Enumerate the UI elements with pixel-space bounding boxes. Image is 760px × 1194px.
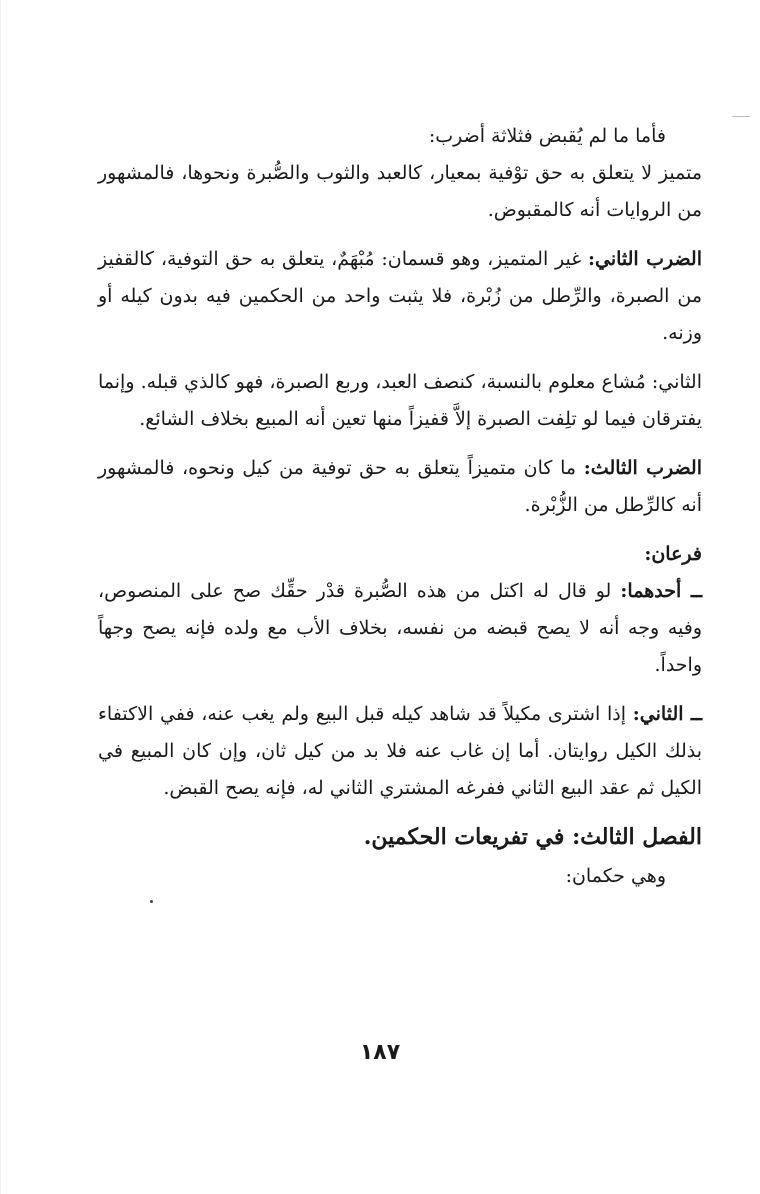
intro-line: فأما ما لم يُقبض فثلاثة أضرب:: [428, 125, 666, 147]
paragraph-branch-one: [98, 573, 702, 684]
page-body: [98, 118, 702, 895]
paragraph-second-type: [98, 241, 702, 352]
branch-one-dash: ــ: [681, 580, 703, 602]
paragraph-first-type: متميز لا يتعلق به حق توْفية بمعيار، كالعبد والثوب والصُّبرة ونحوها، فالمشهور من الروايات أنه كالمقبوض.: [98, 162, 702, 221]
stray-dot: [150, 900, 153, 903]
second-type-text: غير المتميز، وهو قسمان: مُبْهَمٌ، يتعلق به حق التوفية، كالقفيز من الصبرة، والرِّطل من زُبْرة، فلا يثبت واحد من الحكمين فيه بدون كيله أو وزنه.: [98, 248, 702, 344]
paragraph-shared: الثاني: مُشاع معلوم بالنسبة، كنصف العبد، وربع الصبرة، فهو كالذي قبله. وإنما يفترقان فيما لو تلِفت الصبرة إلاَّ قفيزاً منها تعين أنه المبيع بخلاف الشائع.: [98, 371, 702, 430]
branch-two-dash: ــ: [683, 703, 703, 725]
third-type-heading: الضرب الثالث:: [583, 457, 702, 479]
third-type-text: ما كان متميزاً يتعلق به حق توفية من كيل ونحوه، فالمشهور أنه كالرِّطل من الزُّبْرة.: [98, 457, 702, 516]
page-edge: [0, 0, 1, 1194]
section-intro: وهي حكمان:: [565, 865, 666, 887]
paragraph-third-type: [98, 450, 702, 524]
branch-one-heading: أحدهما:: [620, 580, 682, 602]
corner-mark: [732, 116, 750, 117]
section-title: الفصل الثالث: في تفريعات الحكمين.: [363, 824, 702, 850]
page-number: ١٨٧: [359, 1040, 401, 1065]
paragraph-branch-two: [98, 696, 702, 807]
branches-label: فرعان:: [644, 543, 702, 565]
branch-one-text: لو قال له اكتل من هذه الصُّبرة قدْر حقِّك صح على المنصوص، وفيه وجه أنه لا يصح قبضه من نفسه، بخلاف الأب مع ولده فإنه يصح وجهاً واحداً.: [98, 580, 702, 676]
branch-two-text: إذا اشترى مكيلاً قد شاهد كيله قبل البيع ولم يغب عنه، ففي الاكتفاء بذلك الكيل روايتان. أما إن غاب عنه فلا بد من كيل ثان، وإن كان المبيع في الكيل ثم عقد البيع الثاني ففرغه المشتري الثاني له، فإنه يصح القبض.: [98, 703, 702, 799]
branch-two-heading: الثاني:: [632, 703, 684, 725]
second-type-heading: الضرب الثاني:: [587, 248, 702, 270]
